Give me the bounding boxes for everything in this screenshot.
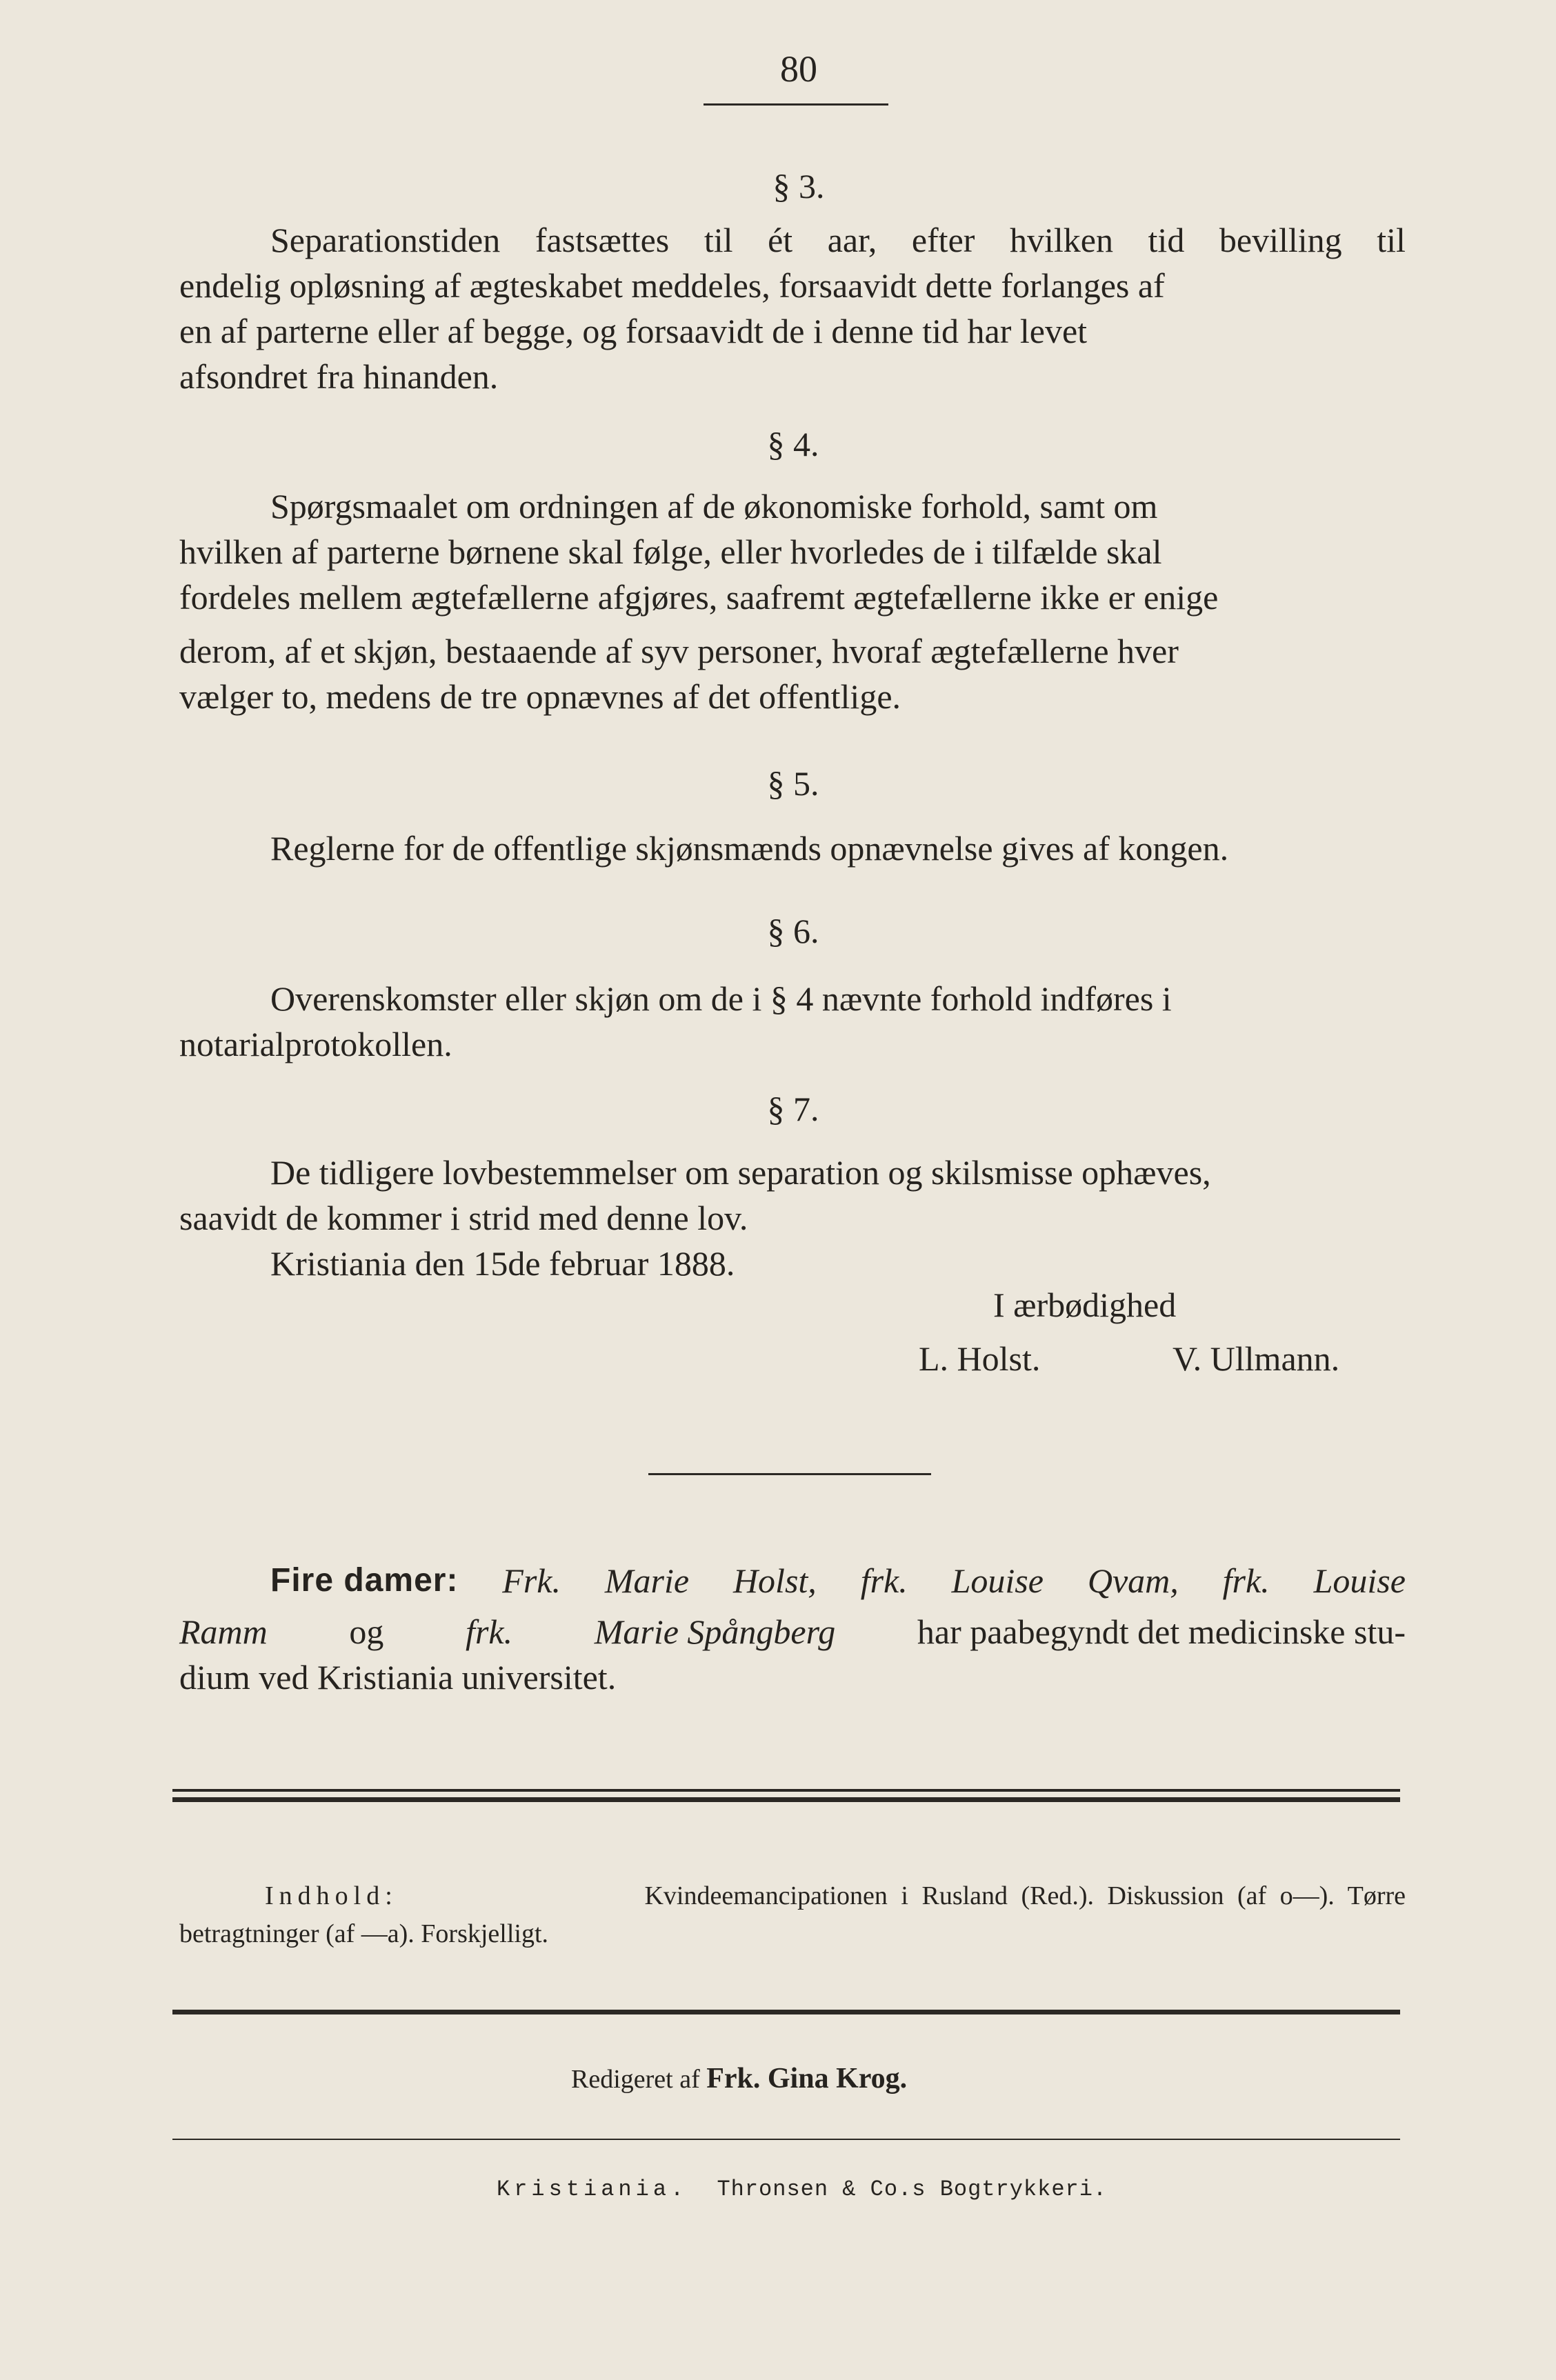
notice-word: Frk. <box>502 1561 561 1600</box>
thin-rule <box>172 2139 1400 2140</box>
imprint-city: Kristiania. <box>497 2177 688 2202</box>
word: fastsættes <box>535 221 670 259</box>
word: tid <box>1148 221 1185 259</box>
imprint-printer: Thronsen & Co.s Bogtrykkeri. <box>717 2177 1108 2202</box>
section-4-line-2: hvilken af parterne børnene skal følge, eller hvorledes de i tilfælde skal <box>179 532 1162 571</box>
salutation: I ærbødighed <box>993 1286 1177 1324</box>
notice-word: Marie <box>604 1561 690 1600</box>
separator-short <box>648 1473 931 1475</box>
double-rule-top <box>172 1789 1400 1792</box>
notice-name-ramm: Ramm <box>179 1612 268 1651</box>
notice-lead: Fire damer: <box>270 1562 459 1599</box>
section-5-line-1: Reglerne for de offentlige skjønsmænds opnævnelse gives af kongen. <box>270 829 1229 868</box>
word: aar, <box>827 221 877 259</box>
notice-name-spangberg: Marie Spångberg <box>594 1612 836 1651</box>
place-date: Kristiania den 15de februar 1888. <box>270 1244 735 1283</box>
word: ét <box>768 221 793 259</box>
notice-line-2 <box>179 1611 1406 1652</box>
signature-holst: L. Holst. <box>919 1339 1041 1378</box>
section-heading-4: § 4. <box>767 425 819 463</box>
section-7-line-2: saavidt de kommer i strid med denne lov. <box>179 1199 748 1237</box>
section-4-line-3: fordeles mellem ægtefællerne afgjøres, saafremt ægtefællerne ikke er enige <box>179 578 1219 617</box>
word: til <box>1377 221 1406 259</box>
section-3-line-4: afsondret fra hinanden. <box>179 357 499 396</box>
editor-name: Frk. Gina Krog. <box>706 2063 908 2094</box>
word: hvilken <box>1009 221 1113 259</box>
section-4-line-4: derom, af et skjøn, bestaaende af syv personer, hvoraf ægtefællerne hver <box>179 632 1179 670</box>
section-4-line-5: vælger to, medens de tre opnævnes af det offentlige. <box>179 677 901 716</box>
notice-word: Qvam, <box>1087 1561 1179 1600</box>
contents-line-1 <box>265 1879 1406 1912</box>
word: bevilling <box>1219 221 1342 259</box>
notice-word: frk. <box>466 1612 513 1651</box>
section-4-line-1: Spørgsmaalet om ordningen af de økonomiske forhold, samt om <box>270 487 1158 526</box>
word: Separationstiden <box>270 221 501 259</box>
notice-rest: har paabegyndt det medicinske stu- <box>917 1612 1406 1651</box>
section-6-line-1: Overenskomster eller skjøn om de i § 4 nævnte forhold indføres i <box>270 979 1172 1018</box>
section-7-line-1: De tidligere lovbestemmelser om separation og skilsmisse ophæves, <box>270 1153 1211 1192</box>
section-heading-5: § 5. <box>767 764 819 803</box>
section-heading-3: § 3. <box>772 167 825 206</box>
section-heading-7: § 7. <box>767 1090 819 1128</box>
notice-word: og <box>349 1612 384 1651</box>
word: efter <box>911 221 975 259</box>
section-heading-6: § 6. <box>767 912 819 950</box>
contents-line-2: betragtninger (af —a). Forskjelligt. <box>179 1919 549 1948</box>
notice-word: Louise <box>1313 1561 1406 1600</box>
notice-line-3: dium ved Kristiania universitet. <box>179 1658 617 1697</box>
editor-line <box>571 2062 907 2096</box>
page-number: 80 <box>780 48 817 90</box>
page-number-underline <box>704 103 888 106</box>
contents-items: Kvindeemancipationen i Rusland (Red.). Diskussion (af o—). Tørre <box>644 1881 1406 1910</box>
imprint-line <box>497 2176 1107 2203</box>
word: til <box>704 221 733 259</box>
section-3-line-2: endelig opløsning af ægteskabet meddeles, forsaavidt dette forlanges af <box>179 266 1165 305</box>
notice-word: frk. <box>1222 1561 1270 1600</box>
signature-ullmann: V. Ullmann. <box>1173 1339 1340 1378</box>
heavy-rule <box>172 2010 1400 2014</box>
notice-line-1 <box>270 1560 1406 1601</box>
section-6-line-2: notarialprotokollen. <box>179 1025 452 1063</box>
contents-label: Indhold: <box>265 1881 398 1910</box>
notice-word: frk. <box>860 1561 908 1600</box>
notice-word: Louise <box>951 1561 1044 1600</box>
double-rule-bottom <box>172 1797 1400 1802</box>
section-3-line-1 <box>270 219 1406 261</box>
section-3-line-3: en af parterne eller af begge, og forsaavidt de i denne tid har levet <box>179 312 1088 350</box>
notice-word: Holst, <box>732 1561 817 1600</box>
editor-prefix: Redigeret af <box>571 2065 700 2094</box>
